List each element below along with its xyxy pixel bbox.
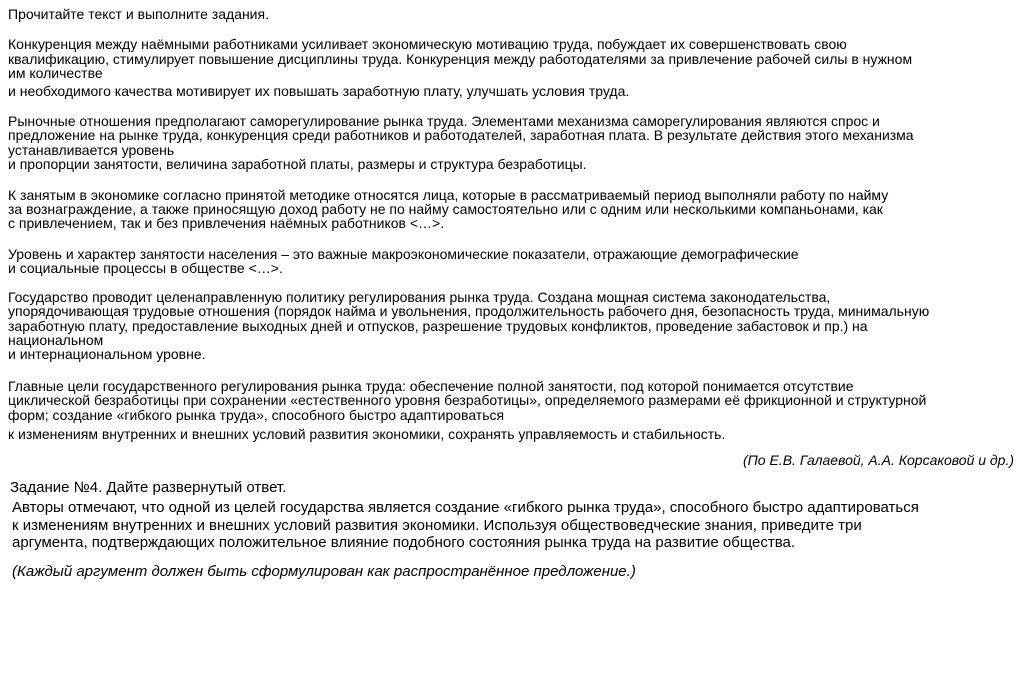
text-line: К занятым в экономике согласно принятой методике относятся лица, которые в рассматриваемый период выполняли работу по найму: [8, 186, 889, 203]
text-line: квалификацию, стимулирует повышение дисциплины труда. Конкуренция между работодателями за привлечение рабочей силы в нужном: [8, 50, 913, 67]
source-attribution: (По Е.В. Галаевой, А.А. Корсаковой и др.): [743, 452, 1014, 469]
text-line: Рыночные отношения предполагают саморегулирование рынка труда. Элементами механизма саморегулирования являются спрос и: [8, 113, 880, 130]
task-text-line: аргумента, подтверждающих положительное влияние подобного состояния рынка труда на развитие общества.: [12, 534, 796, 552]
text-line: предложение на рынке труда, конкуренция среди работников и работодателей, заработная плата. В результате действия этого механизма: [8, 127, 914, 144]
paragraph-state-policy: [8, 290, 1016, 362]
text-line: Главные цели государственного регулирования рынка труда: обеспечение полной занятости, под которой понимается отсутствие: [8, 377, 854, 394]
text-line: и социальные процессы в обществе <…>.: [8, 260, 283, 277]
text-line: с привлечением, так и без привлечения наёмных работников <…>.: [8, 215, 445, 232]
task-title: Задание №4. Дайте развернутый ответ.: [10, 479, 287, 497]
text-line: заработную плату, предоставление выходных дней и отпусков, разрешение трудовых конфликтов, проведение забастовок и пр.) на: [8, 317, 868, 334]
paragraph-market-relations: [8, 114, 1016, 172]
task-note: (Каждый аргумент должен быть сформулирован как распространённое предложение.): [12, 562, 636, 580]
text-line: и необходимого качества мотивирует их повышать заработную плату, улучшать условия труда.: [8, 82, 630, 99]
paragraph-employment-level: [8, 247, 1016, 276]
text-line: циклической безработицы при сохранении «естественного уровня безработицы», определяемого размерами её фрикционной и структурной: [8, 392, 927, 409]
paragraph-competition: [8, 37, 1016, 98]
text-line: устанавливается уровень: [8, 141, 175, 158]
text-line: за вознаграждение, а также приносящую доход работу не по найму самостоятельно или с одним или несколькими компаньонами, как: [8, 201, 883, 218]
paragraph-main-goals: [8, 379, 1016, 442]
instruction-line: Прочитайте текст и выполните задания.: [8, 6, 269, 22]
task-text-line: Авторы отмечают, что одной из целей государства является создание «гибкого рынка труда», способного быстро адаптироваться: [12, 499, 919, 517]
text-line: упорядочивающая трудовые отношения (порядок найма и увольнения, продолжительность рабочего дня, безопасность труда, минимальную: [8, 303, 930, 320]
text-line: к изменениям внутренних и внешних условий развития экономики, сохранять управляемость и стабильность.: [8, 425, 726, 442]
task-description: [8, 499, 1016, 551]
text-line: форм; создание «гибкого рынка труда», способного быстро адаптироваться: [8, 406, 505, 423]
text-line: им количестве: [8, 65, 103, 82]
text-line: Государство проводит целенаправленную политику регулирования рынка труда. Создана мощная система законодательства,: [8, 288, 831, 305]
text-line: и пропорции занятости, величина заработной платы, размеры и структура безработицы.: [8, 156, 587, 173]
paragraph-employed: [8, 188, 1016, 231]
text-line: Уровень и характер занятости населения – это важные макроэкономические показатели, отражающие демографические: [8, 245, 799, 262]
task-text-line: к изменениям внутренних и внешних условий развития экономики. Используя обществоведческие знания, приведите три: [12, 516, 862, 534]
text-line: национальном: [8, 331, 104, 348]
text-line: и интернациональном уровне.: [8, 346, 206, 363]
text-line: Конкуренция между наёмными работниками усиливает экономическую мотивацию труда, побуждает их совершенствовать свою: [8, 36, 847, 53]
